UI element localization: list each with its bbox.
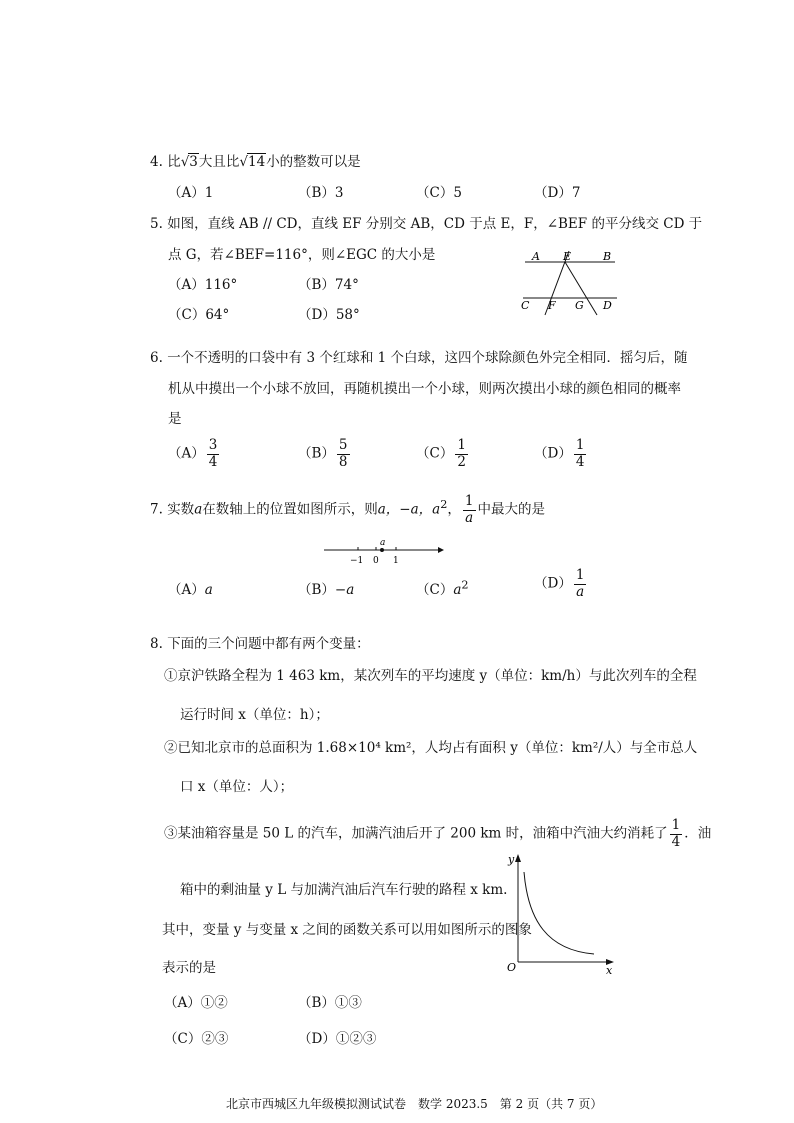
q7-option-b: （B）−a xyxy=(298,582,355,598)
label-c: C xyxy=(521,299,530,312)
q8-case1-line2: 运行时间 x（单位：h）； xyxy=(180,707,329,723)
q8-option-b: （B）①③ xyxy=(298,995,362,1011)
graph-label-o: O xyxy=(507,961,517,974)
q6-option-d: （D） $\frac{1}{4}$ xyxy=(534,437,585,470)
page-footer: 北京市西城区九年级模拟测试试卷 数学 2023.5 第 2 页（共 7 页） xyxy=(226,1097,603,1111)
q5-stem-line1: 5. 如图，直线 AB // CD，直线 EF 分别交 AB，CD 于点 E，F，∠BEF 的平分线交 CD 于 xyxy=(150,216,703,232)
q8-option-d: （D）①②③ xyxy=(298,1031,377,1047)
q8-question-line1: 其中，变量 y 与变量 x 之间的函数关系可以用如图所示的图象 xyxy=(162,922,532,938)
q8-case2-line1: ②已知北京市的总面积为 1.68×10⁴ km²，人均占有面积 y（单位：km²/人）与全市总人 xyxy=(164,740,698,756)
graph-label-x: x xyxy=(606,964,613,975)
q4-option-c: （C）5 xyxy=(416,185,462,201)
label-g: G xyxy=(575,299,584,312)
arrow-up-icon xyxy=(515,854,521,862)
q6-stem-line2: 机从中摸出一个小球不放回，再随机摸出一个小球，则两次摸出小球的颜色相同的概率 xyxy=(168,381,681,397)
axis-label-neg1: −1 xyxy=(350,556,364,566)
function-curve xyxy=(524,872,594,954)
q5-option-d: （D）58° xyxy=(298,307,360,323)
sqrt-3: √3 xyxy=(180,154,198,170)
q5-option-a: （A）116° xyxy=(168,277,238,293)
q4-stem: 4. 比√3大且比√14小的整数可以是 xyxy=(150,154,361,170)
q4-option-b: （B）3 xyxy=(298,185,344,201)
q6-option-b: （B） $\frac{5}{8}$ xyxy=(298,437,348,470)
q8-option-c: （C）②③ xyxy=(164,1031,229,1047)
q6-stem-line1: 6. 一个不透明的口袋中有 3 个红球和 1 个白球，这四个球除颜色外完全相同．摇匀后，随 xyxy=(150,350,688,366)
axis-label-1: 1 xyxy=(393,556,399,566)
q7-option-d: （D） $\frac{1}{a}$ xyxy=(534,567,585,600)
q4-option-d: （D）7 xyxy=(534,185,581,201)
q4-option-a: （A）1 xyxy=(168,185,214,201)
q5-stem-line2: 点 G，若∠BEF=116°，则∠EGC 的大小是 xyxy=(168,247,436,263)
q8-case2-line2: 口 x（单位：人）； xyxy=(180,779,294,795)
label-d: D xyxy=(603,299,612,312)
arrow-right-icon xyxy=(438,547,444,553)
q6-stem-line3: 是 xyxy=(168,411,182,427)
q8-option-a: （A）①② xyxy=(164,995,228,1011)
point-a xyxy=(380,548,384,552)
q5-option-c: （C）64° xyxy=(168,307,230,323)
sqrt-14: √14 xyxy=(239,154,266,170)
q7-option-c: $(C)a^2$ xyxy=(416,578,469,598)
q5-figure xyxy=(515,245,620,320)
q8-case3-line2: 箱中的剩油量 y L 与加满汽油后汽车行驶的路程 x km. xyxy=(180,882,508,898)
label-f: F xyxy=(548,299,556,312)
q5-option-b: （B）74° xyxy=(298,277,359,293)
axis-label-a: a xyxy=(380,538,386,548)
q8-case1-line1: ①京沪铁路全程为 1 463 km，某次列车的平均速度 y（单位：km/h）与此次列车的全程 xyxy=(164,668,697,684)
label-a: A xyxy=(532,250,540,263)
q6-option-a: （A） $\frac{3}{4}$ xyxy=(168,437,218,470)
q8-case3-line1: ③某油箱容量是 50 L 的汽车，加满汽油后开了 200 km 时，油箱中汽油大约消耗了 $\frac{1}{4}$ ．油 xyxy=(164,817,712,850)
q8-graph xyxy=(502,850,617,975)
q8-stem: 8. 下面的三个问题中都有两个变量： xyxy=(150,636,370,652)
q6-option-c: （C） $\frac{1}{2}$ xyxy=(416,437,466,470)
graph-label-y: y xyxy=(508,853,515,866)
q7-stem: 7. 实数a在数轴上的位置如图所示，则a，−a，$a^2$， $\frac{1}{a}$ 中最大的是 xyxy=(150,493,545,526)
q8-question-line2: 表示的是 xyxy=(162,960,216,976)
q7-number-line xyxy=(320,536,445,568)
q7-option-a: （A）a xyxy=(168,582,213,598)
label-b: B xyxy=(603,250,612,263)
axis-label-0: 0 xyxy=(373,556,379,566)
label-e: E xyxy=(563,250,572,263)
